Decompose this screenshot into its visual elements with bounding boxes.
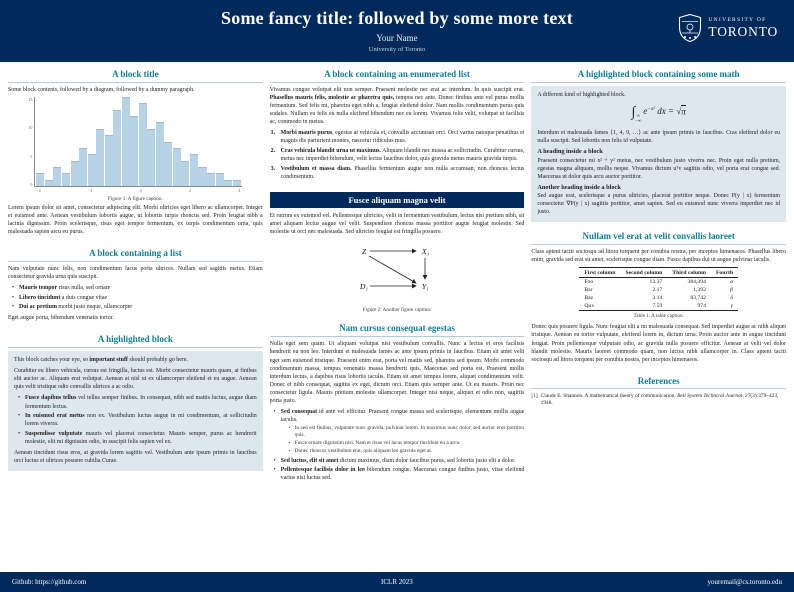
paragraph: Sed augue erat, scelerisque a purus ultricies, placerat porttitor neque. Donec P(y | x) fermentum consectetur ∇P(y | x) sagittis porttitor, amet sapien. Sed eu euismod nunc viverra imperdiet nec id justo. <box>537 193 781 216</box>
paragraph: Curabitur eu libero vehicula, cursus est fringilla, luctus est. Morbi consectetur mauris quam, at finibus elit auctor ac. Aliquam erat volutpat. Aenean at nisl ut ex ullamcorper eleifend et eu augue. Aenean quis velit tristique odio convallis ultrices a ac odio. <box>14 368 257 391</box>
list-item: Morbi mauris purus, egestas at vehicula et, convallis accumsan orci. Orci varius natoque penatibus et magnis dis parturient montes, nascetur ridiculus mus. <box>280 130 525 145</box>
histogram-bar <box>156 122 164 186</box>
y-tick: 15 <box>28 97 33 103</box>
block-title: A block title <box>8 69 263 83</box>
sub-bullet-list <box>281 425 525 456</box>
y-tick: 0 <box>30 182 33 188</box>
paragraph: Donec quis posuere ligula. Nunc feugiat elit a mi malesuada consequat. Sed imperdiet augue ac nibh aliquet tristique. Aenean eu tortor vulputate, eleifend lorem in, dictum urna. Proin auctor ante in augue tincidunt feugiat. Proin pellentesque vulputate odio, ac gravida nulla posuere efficitur. Aenean at velit vel dolor blandit molestie. Mauris laoreet commodo quam, non luctus nibh ullamcorper in. Class aptent taciti sociosqu ad litora torquent per conubia nostra, per inceptos himenaeos. <box>531 324 787 363</box>
histogram-bar <box>181 161 189 186</box>
list-item: • Sed consequat id ante vel efficitur. Praesent congue massa sed scelerisque, elementum mollis augue iaculis. • In sed est finibus, vulputate nunc gravida, pulvinar lorem. In maximus nunc dolor, sed auctor eros porttitor quis. • Fusce ornare dignissim nisi. Nam et risus vel lacus tempor tincidunt eu a arcu. • Donec rhoncus vestibulum erat, quis aliquam leo gravida eget at. <box>274 408 525 456</box>
numbered-list <box>270 129 525 181</box>
institution-name: University of Toronto <box>368 46 426 53</box>
table-header-row <box>579 268 738 278</box>
logo-wordmark <box>708 18 778 39</box>
logo-line-2: TORONTO <box>708 24 778 39</box>
histogram-bar <box>96 129 104 186</box>
reference-entry <box>531 393 786 408</box>
histogram-bar <box>233 180 241 186</box>
highlighted-box <box>8 351 263 470</box>
histogram-bar <box>207 173 215 186</box>
table-cell: Baz <box>584 295 594 302</box>
histogram-bar <box>224 180 232 186</box>
block-title-navy: Fusce aliquam magna velit <box>270 192 525 208</box>
x-tick: −2 <box>87 188 93 194</box>
table-cell: 1,392 <box>693 287 706 294</box>
histogram-bar <box>88 154 96 186</box>
block-title: A highlighted block containing some math <box>531 69 786 83</box>
table-cell: δ <box>730 295 734 302</box>
paragraph: Nam vulputate nunc felis, non condimentum lacus porta ultrices. Nullam sed sagittis metus. Etiam consectetur gravida urna quis suscipit. <box>8 266 263 281</box>
histogram-bar <box>216 173 224 186</box>
histogram-bars <box>34 97 242 187</box>
histogram-bar <box>36 173 44 186</box>
figure-caption: Figure 2: Another figure caption. <box>362 307 432 314</box>
dag-node-z: Z <box>362 247 367 257</box>
bullet-list <box>14 394 257 445</box>
logo-line-1: UNIVERSITY OF <box>708 16 767 23</box>
content-column-1 <box>8 69 263 568</box>
histogram-bar <box>62 173 70 186</box>
histogram-bar <box>79 148 87 186</box>
histogram-x-axis <box>34 187 242 193</box>
uoft-logo <box>678 13 778 43</box>
histogram-figure <box>8 97 263 202</box>
paragraph: A different kind of highlighted block. <box>537 92 626 98</box>
sub-list-item: • In sed est finibus, vulputate nunc gravida, pulvinar lorem. In maximus nunc dolor, sed auctor eros porttitor quis. <box>289 425 525 439</box>
histogram-bar <box>190 154 198 186</box>
dag-node-d1: D₁ <box>360 282 369 292</box>
table-cell: 974 <box>667 302 711 311</box>
list-item: • Libero tincidunt a duis congue vitae <box>12 294 263 302</box>
table-header-cell: First column <box>579 268 620 278</box>
histogram-bar <box>71 161 79 186</box>
poster-title: Some fancy title: followed by some more text <box>221 8 573 28</box>
block-enumerated-list <box>270 69 525 183</box>
paragraph: Lorem ipsum dolor sit amet, consectetur adipiscing elit. Morbi ultricies eget libero ac ullamcorper. Integer et euismod ante. Aenean vestibulum lobortis augue, ut lobortis turpis rhoncus sed. Proin feugiat nibh a lacinia dignissim. Proin scelerisque, risus eget tempor fermentum, ex turpis condimentum urna, quis malesuada sapien arcu eu purus. <box>8 205 263 236</box>
list-item: • Sed luctus, elit sit amet dictum maximus, diam dolor faucibus purus, sed lobortis justo elit a dolor. <box>274 457 525 465</box>
list-item: • Suspendisse vulputate mauris vel placerat consectetur. Mauris semper, purus ac hendrerit molestie, elit mi dignissim odio, in suscipit felis sapien vel ex. <box>18 430 257 446</box>
table-cell: Qux <box>579 302 620 311</box>
histogram-bar <box>45 180 53 186</box>
paragraph: Eget augue porta, bibendum venenatis tortor. <box>8 315 114 322</box>
bullet-list <box>8 284 263 311</box>
block-title: Nam cursus consequat egestas <box>270 323 525 337</box>
table-cell: 13.37 <box>649 279 663 286</box>
block-title: A block containing an enumerated list <box>270 69 525 83</box>
display-math: ∫ ∞ −∞ $e^{-x^2}$ dx = √π <box>631 105 686 124</box>
block-table <box>531 231 786 366</box>
sub-list-item: • Fusce ornare dignissim nisi. Nam et risus vel lacus tempor tincidunt eu a arcu. <box>289 440 525 447</box>
reference-number: [1] <box>531 392 538 399</box>
block-title: A block containing a list <box>8 248 263 262</box>
block-alert <box>270 192 525 314</box>
table-cell: 3.14 <box>652 295 663 302</box>
histogram-bar <box>122 97 130 186</box>
x-tick: 2 <box>188 188 191 194</box>
histogram-bar <box>147 129 155 186</box>
table-cell: β <box>730 287 734 294</box>
list-item: • Dui ac pretium morbi justo neque, ullamcorper <box>12 303 263 311</box>
paragraph: Vivamus congue volutpat elit non semper. Praesent molestie nec erat ac interdum. In quis suscipit erat. Phasellus mauris felis, molestie ac pharetra quis, tempus nec ante. Donec finibus ante vel purus mollis fermentum. Sed felis mi, pharetra eget nibh a, feugiat eleifend dolor. Nam mollis condimentum purus quis sodales. Nullam eu felis eu nulla eleifend bibendum nec eu lorem. Vivamus felis velit, volutpat ut facilisis ac, commodo in metus. <box>269 87 525 126</box>
block-nam-cursus <box>270 323 525 485</box>
footer-conference-label: ICLR 2023 <box>381 578 413 586</box>
table-row <box>579 286 738 294</box>
list-item: • Pellentesque facilisis dolor in leo bibendum congue. Maecenas congue finibus justo, vitae eleifend varius nisi luctus sed. <box>274 466 525 482</box>
header-center <box>0 8 794 53</box>
dag-node-x1: X₁ <box>422 247 430 257</box>
table-caption: Table 1. A table caption. <box>633 313 684 320</box>
histogram-bar <box>139 103 147 186</box>
block-highlighted-math <box>531 69 786 222</box>
footer-github-link[interactable]: Github: https://github.com <box>12 578 87 586</box>
sub-list-item: • Donec rhoncus vestibulum erat, quis aliquam leo gravida eget at. <box>289 448 525 455</box>
poster-body <box>0 62 794 572</box>
poster-footer <box>0 572 794 592</box>
poster-header <box>0 0 794 62</box>
table-row <box>579 294 738 302</box>
table-cell: γ <box>711 302 738 311</box>
y-tick: 10 <box>28 125 33 131</box>
table-header-cell: Second column <box>620 268 667 278</box>
paragraph: Nulla eget sem quam. Ut aliquam volutpat nisi vestibulum convallis. Nunc a lectus et eros facilisis hendrerit eu non leo. Interdum et malesuada fames ac ante ipsum primis in faucibus. Etiam sit amet velit eget sem euismod tristique. Praesent enim erat, porta vel mattis sed, pharetra sed ipsum. Morbi commodo condimentum massa, tempus venenatis massa hendrerit quis. Maecenas sed porta est. Praesent mollis interdum lectus, a dapibus risus lobortis iaculis. Etiam sit amet tempus lorem, aliquet condimentum velit. Donec et nibh consequat, sagittis ex eget, dictum orci. Etiam quis semper ante. Ut eu mauris. Proin nec consectetur ligula. Mauris pretium molestie ullamcorper. Integer nisi neque, aliquet et odio non, sagittis porta justo. <box>269 341 525 404</box>
table-row <box>579 302 738 311</box>
uoft-crest-icon <box>678 13 702 43</box>
author-name: Your Name <box>376 33 418 43</box>
table-cell: 2.17 <box>652 287 663 294</box>
table-cell: α <box>730 279 734 286</box>
table-header-cell: Fourth <box>711 268 738 278</box>
paragraph: Et rutrum ex euismod vel. Pellentesque ultricies, velit in fermentum vestibulum, lectus nisi pretium nibh, sit amet aliquam lectus augue vel velit. Suspendisse rhoncus massa porttitor augue feugiat molestie. Sed molestie ut orci nec malesuada. Sed ultricies feugiat est fringilla posuere. <box>269 213 525 236</box>
paragraph: Praesent consectetur mi x² + y² metus, nec vestibulum justo viverra nec. Proin eget nulla pretium, egestas magna aliquam, mollis neque. Vivamus dictum uᵀv sagittis odio, vel porta erat congue sed. Maecenas ut dolor quis arcu auctor porttitor. <box>537 157 781 180</box>
table-header-cell: Third column <box>667 268 711 278</box>
block-subheading: Another heading inside a block <box>537 183 621 191</box>
dag-node-y1: Y₁ <box>422 282 429 292</box>
data-table <box>579 267 738 311</box>
content-column-2 <box>270 69 525 568</box>
table-cell: 7.59 <box>620 302 667 311</box>
content-column-3 <box>531 69 786 568</box>
table-cell: 83,742 <box>690 295 706 302</box>
list-item: • Fusce dapibus tellus vel tellus semper finibus. In consequat, nibh sed mattis luctus, augue diam fermentum lectus. <box>18 394 257 410</box>
footer-email-link[interactable]: youremail@cs.toronto.edu <box>707 578 782 586</box>
y-tick: 5 <box>30 153 33 159</box>
block-title: References <box>531 376 786 390</box>
histogram-bar <box>105 135 113 186</box>
list-item: Cras vehicula blandit urna ut maximus. Aliquam blandit nec massa ac sollicitudin. Curabitur cursus, metus nec imperdiet bibendum, velit lectus faucibus dolor, quis gravida metus mauris gravida turpis. <box>280 148 525 163</box>
block-title: A highlighted block <box>8 334 263 348</box>
table-cell: 384,394 <box>687 279 706 286</box>
dag-figure <box>270 239 525 313</box>
block-subheading: A heading inside a block <box>537 148 603 156</box>
histogram-bar <box>113 110 121 186</box>
list-item: • Mauris tempor risus nulla, sed ornare <box>12 284 263 292</box>
highlighted-box <box>531 86 786 222</box>
histogram-bar <box>173 148 181 186</box>
table-cell: Foo <box>584 279 594 286</box>
x-tick: −4 <box>36 188 41 194</box>
histogram-plot-area <box>34 97 242 193</box>
block-list <box>8 248 263 325</box>
table-row <box>579 278 738 287</box>
figure-caption: Figure 1: A figure caption. <box>107 196 163 203</box>
histogram-bar <box>164 142 172 187</box>
list-item: Vestibulum et massa diam. Phasellus fermentum augue non nulla accumsan, non rhoncus lectus condimentum. <box>280 166 525 181</box>
paragraph: Aenean tincidunt risus eros, at gravida lorem sagittis vel. Vestibulum ante ipsum primis in faucibus orci luctus et ultrices posuere cubilia Curae. <box>14 449 257 464</box>
block-a-block-title <box>8 69 263 239</box>
paragraph: This block catches your eye, so important stuff should probably go here. <box>14 357 188 364</box>
block-title: Nullam vel erat at velit convallis laoreet <box>531 231 786 245</box>
bullet-list <box>270 408 525 483</box>
reference-text: Claude E. Shannon. A mathematical theory of communication. Bell System Technical Journal, 27(3):379–423, 1948. <box>540 392 779 407</box>
list-item: • In euismod erat metus non ex. Vestibulum luctus augue in mi condimentum, at sollicitudin lorem viverra. <box>18 412 257 428</box>
paragraph: Class aptent taciti sociosqu ad litora torquent per conubia nostra, per inceptos himenaeos. Phasellus libero enim, gravida sed erat sit amet, scelerisque congue diam. Fusce dapibus dui ut augue pulvinar iaculis. <box>531 249 787 264</box>
histogram-chart <box>28 97 242 193</box>
histogram-bar <box>130 116 138 186</box>
block-highlighted <box>8 334 263 470</box>
histogram-bar <box>198 167 206 186</box>
x-tick: 4 <box>238 188 241 194</box>
histogram-bar <box>53 167 61 186</box>
paragraph: Some block contents, followed by a diagram, followed by a dummy paragraph. <box>8 87 195 93</box>
block-references <box>531 376 786 408</box>
x-tick: 0 <box>139 188 142 194</box>
paragraph: Interdum et malesuada fames {1, 4, 9, …} ac ante ipsum primis in faucibus. Cras eleifend dolor eu nulla suscipit. Sed lobortis non felis id vulputate. <box>537 130 781 145</box>
table-cell: Bar <box>584 287 593 294</box>
